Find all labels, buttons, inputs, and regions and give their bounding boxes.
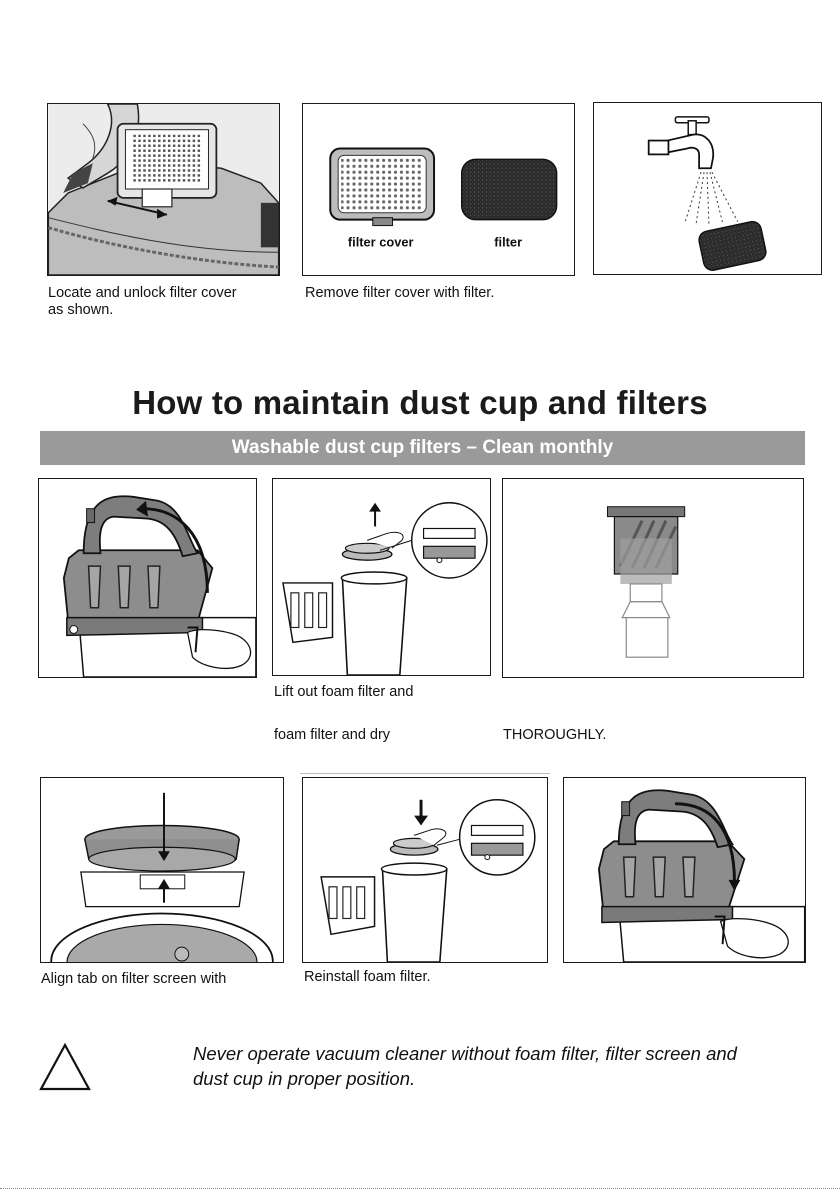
filter-label: filter (494, 234, 523, 250)
illustration-unlock-filter-cover (47, 103, 280, 276)
illustration-reinstall-foam-filter (302, 777, 548, 963)
step-caption (274, 727, 390, 744)
step-caption (305, 285, 494, 302)
step-caption (503, 727, 606, 744)
section-title: How to maintain dust cup and filters (132, 384, 708, 421)
illustration-lock-dust-cup (563, 777, 806, 963)
caption-line: Reinstall foam filter. (304, 969, 431, 985)
step-caption (304, 969, 431, 986)
caption-line: THOROUGHLY. (503, 727, 607, 743)
illustration-filter-screen (502, 478, 804, 678)
illustration-rinse-filter (593, 102, 822, 275)
warning-triangle-icon (38, 1042, 92, 1092)
caption-line: Locate and unlock filter cover (48, 285, 237, 301)
illustration-filter-cover-and-filter (302, 103, 575, 276)
divider-line (300, 773, 550, 774)
warning-line: dust cup in proper position. (193, 1068, 416, 1089)
caption-line: Lift out foam filter and (274, 684, 414, 700)
step-caption (41, 971, 226, 988)
illustration-lift-foam-filter (272, 478, 491, 676)
caption-line: Remove filter cover with filter. (305, 285, 495, 301)
caption-line: foam filter and dry (274, 727, 391, 743)
caption-line: as shown. (48, 302, 114, 318)
caption-line: Align tab on filter screen with (41, 971, 227, 987)
step-caption (274, 684, 413, 701)
step-caption (48, 285, 237, 319)
filter-cover-label: filter cover (347, 234, 414, 250)
warning-line: Never operate vacuum cleaner without foam filter, filter screen and (193, 1043, 737, 1064)
illustration-release-dust-cup (38, 478, 257, 678)
warning-message (193, 1041, 803, 1091)
illustration-align-filter-screen (40, 777, 284, 963)
page-bottom-rule (0, 1188, 840, 1189)
section-band: Washable dust cup filters – Clean monthly (40, 431, 805, 465)
